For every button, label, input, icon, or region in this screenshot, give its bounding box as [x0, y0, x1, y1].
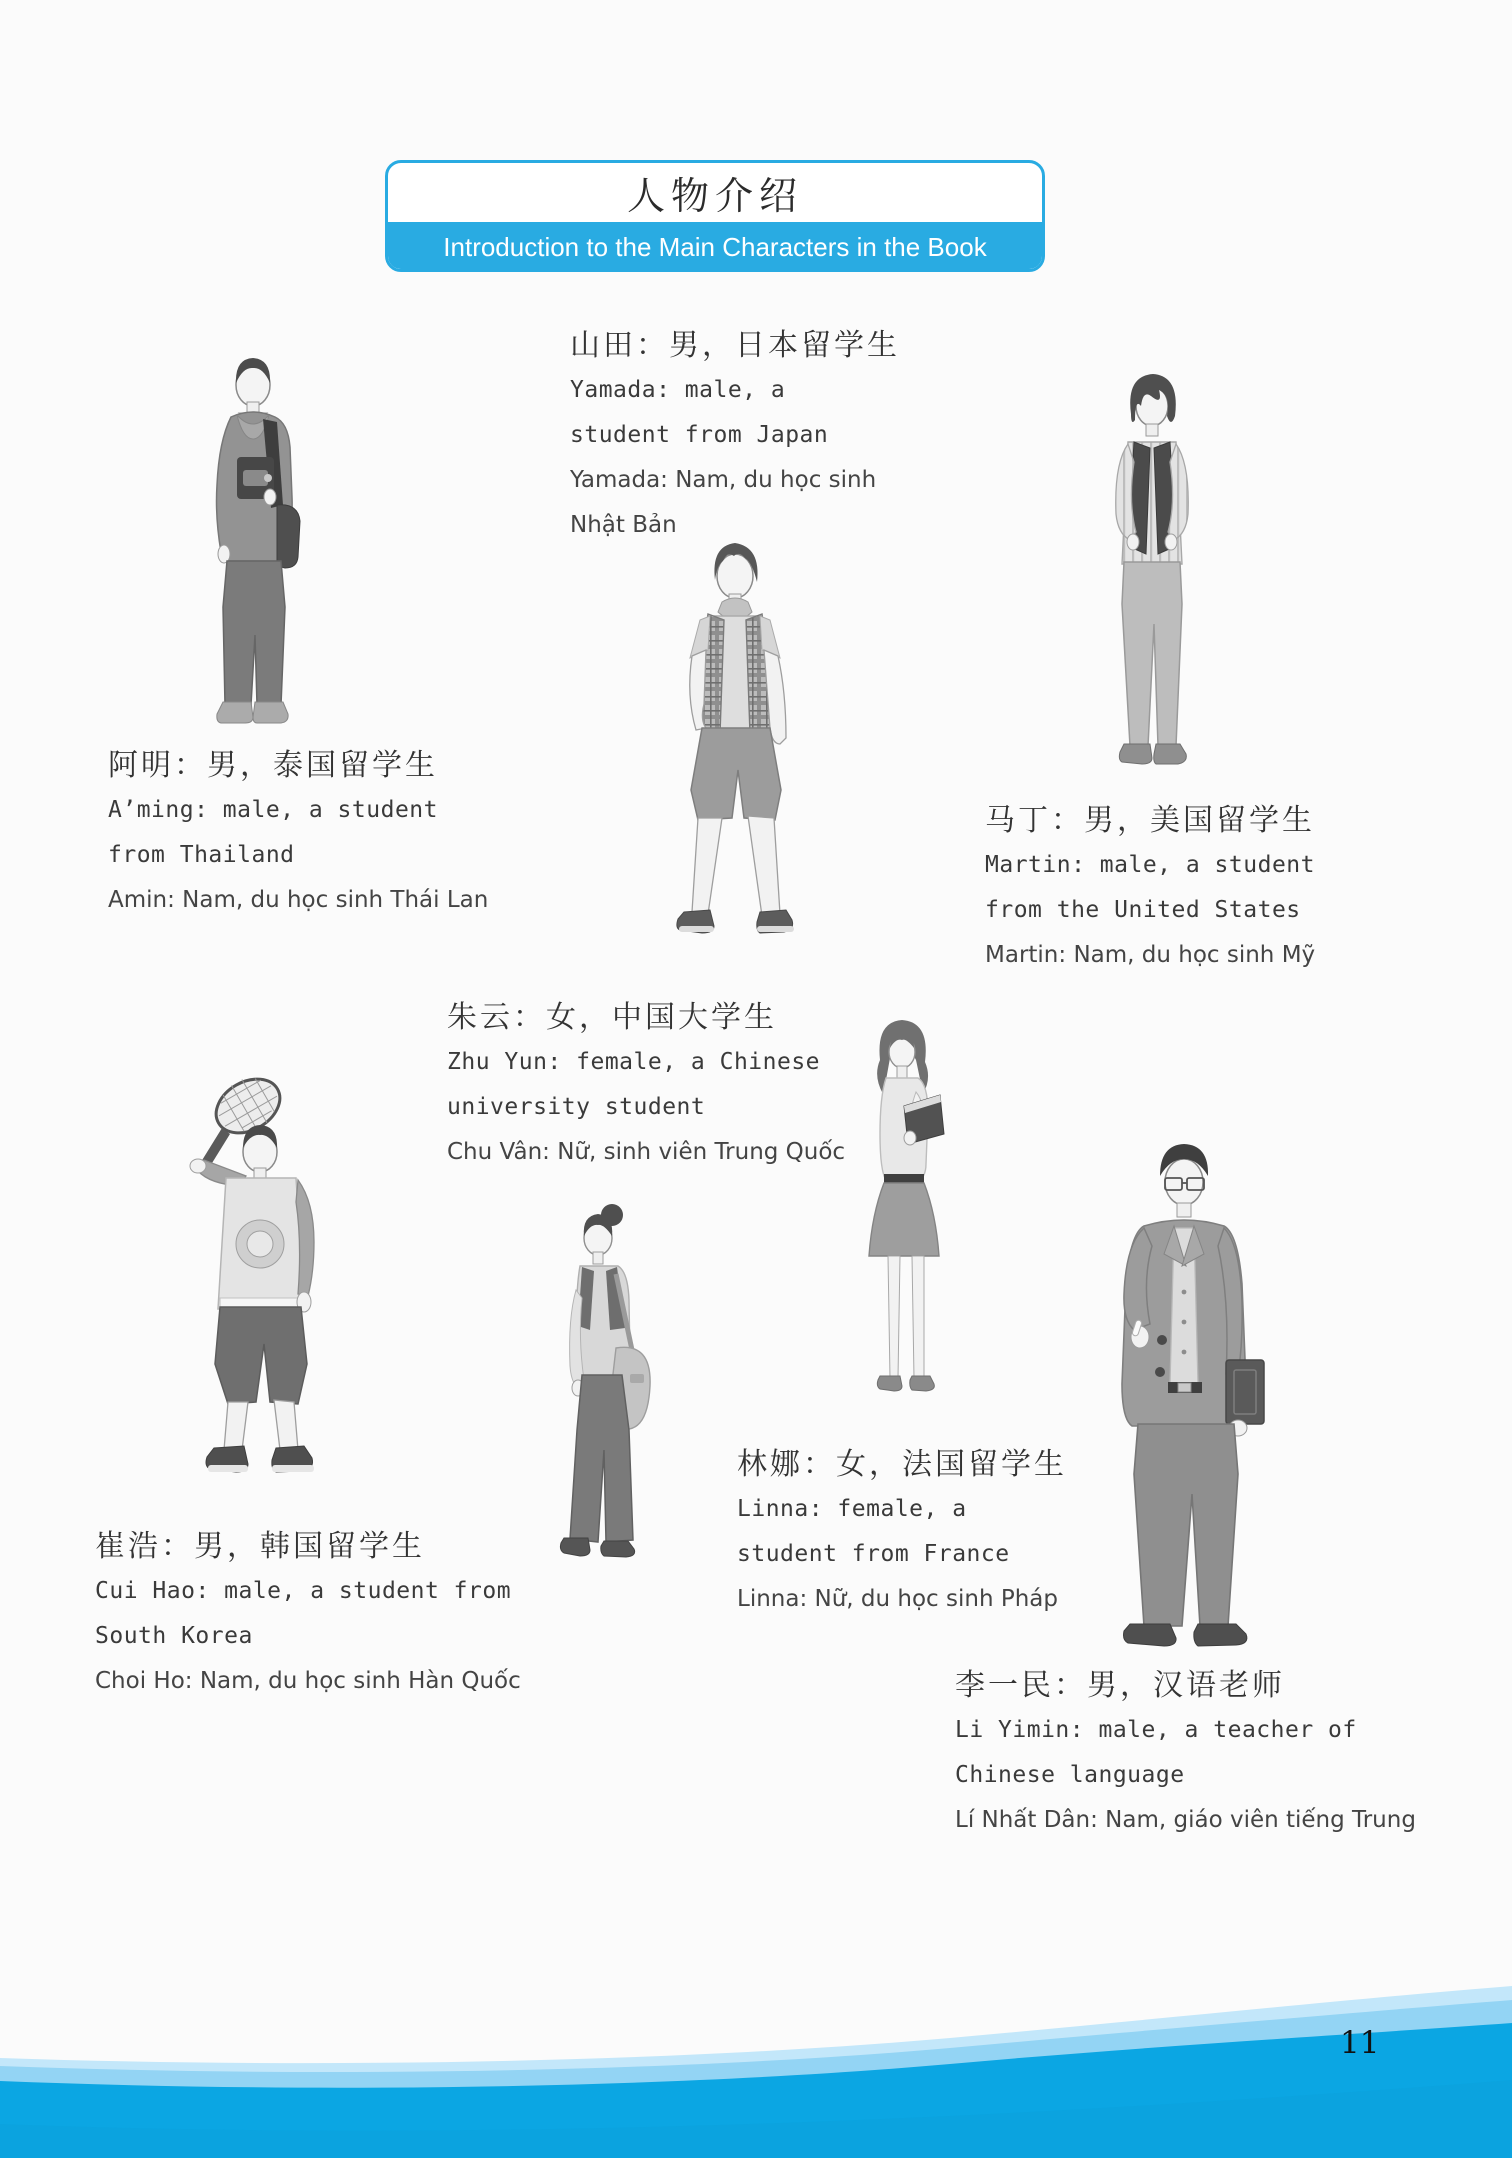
- page-title-chinese: 人物介绍: [626, 176, 803, 218]
- title-box: [385, 160, 1045, 272]
- cuihao-name-chinese: 崔浩：男，韩国留学生: [95, 1530, 425, 1563]
- boy-plaid-vest-drawing: [640, 528, 830, 952]
- illustration-aming: [193, 345, 320, 737]
- linna-desc-vietnamese: Linna: Nữ, du học sinh Pháp: [737, 1586, 1058, 1612]
- liyimin-desc-english-1: Li Yimin: male, a teacher of: [955, 1717, 1357, 1743]
- illustration-martin: [1078, 362, 1226, 786]
- zhuyun-desc-vietnamese: Chu Vân: Nữ, sinh viên Trung Quốc: [447, 1139, 846, 1165]
- illustration-linna: [532, 1198, 670, 1590]
- cuihao-desc-english-1: Cui Hao: male, a student from: [95, 1578, 512, 1604]
- character-text-liyimin: [955, 1663, 1416, 1843]
- character-text-aming: [108, 743, 488, 923]
- liyimin-desc-vietnamese: Lí Nhất Dân: Nam, giáo viên tiếng Trung: [955, 1807, 1416, 1833]
- character-text-zhuyun: [447, 995, 845, 1175]
- yamada-desc-vietnamese-2: Nhật Bản: [570, 512, 677, 538]
- yamada-desc-english-2: student from Japan: [570, 422, 829, 448]
- character-text-cuihao: [95, 1524, 521, 1704]
- yamada-desc-english-1: Yamada: male, a: [570, 377, 786, 403]
- martin-desc-english-1: Martin: male, a student: [985, 852, 1315, 878]
- martin-desc-vietnamese: Martin: Nam, du học sinh Mỹ: [985, 942, 1316, 968]
- boy-tennis-racket-drawing: [148, 1072, 352, 1482]
- zhuyun-name-chinese: 朱云：女，中国大学生: [447, 1001, 777, 1034]
- linna-desc-english-1: Linna: female, a: [737, 1496, 967, 1522]
- man-vest-striped-shirt-drawing: [1078, 362, 1226, 786]
- yamada-desc-vietnamese-1: Yamada: Nam, du học sinh: [570, 467, 877, 493]
- liyimin-name-chinese: 李一民：男，汉语老师: [955, 1669, 1285, 1702]
- yamada-name-chinese: 山田：男，日本留学生: [570, 329, 900, 362]
- cuihao-desc-vietnamese: Choi Ho: Nam, du học sinh Hàn Quốc: [95, 1668, 521, 1694]
- footer-wave-graphic: [0, 1928, 1512, 2158]
- boy-hoodie-shoulder-bag-drawing: [193, 345, 320, 737]
- man-glasses-suit-book-drawing: [1078, 1132, 1290, 1667]
- linna-name-chinese: 林娜：女，法国留学生: [737, 1448, 1067, 1481]
- illustration-liyimin: [1078, 1132, 1290, 1667]
- girl-reading-book-drawing: [852, 1012, 962, 1422]
- zhuyun-desc-english-2: university student: [447, 1094, 706, 1120]
- character-text-martin: [985, 798, 1315, 978]
- aming-desc-english-2: from Thailand: [108, 842, 295, 868]
- zhuyun-desc-english-1: Zhu Yun: female, a Chinese: [447, 1049, 821, 1075]
- girl-bun-shoulder-bag-drawing: [532, 1198, 670, 1590]
- aming-desc-vietnamese: Amin: Nam, du học sinh Thái Lan: [108, 887, 489, 913]
- martin-desc-english-2: from the United States: [985, 897, 1301, 923]
- character-text-linna: [737, 1442, 1067, 1622]
- illustration-yamada: [640, 528, 830, 952]
- liyimin-desc-english-2: Chinese language: [955, 1762, 1185, 1788]
- page-number: 11: [1340, 2025, 1380, 2061]
- aming-name-chinese: 阿明：男，泰国留学生: [108, 749, 438, 782]
- illustration-zhuyun: [852, 1012, 962, 1422]
- martin-name-chinese: 马丁：男，美国留学生: [985, 804, 1315, 837]
- page-title-english: Introduction to the Main Characters in the Book: [388, 222, 1042, 272]
- character-text-yamada: [570, 323, 900, 548]
- illustration-cuihao: [148, 1072, 352, 1482]
- cuihao-desc-english-2: South Korea: [95, 1623, 253, 1649]
- linna-desc-english-2: student from France: [737, 1541, 1010, 1567]
- aming-desc-english-1: A’ming: male, a student: [108, 797, 438, 823]
